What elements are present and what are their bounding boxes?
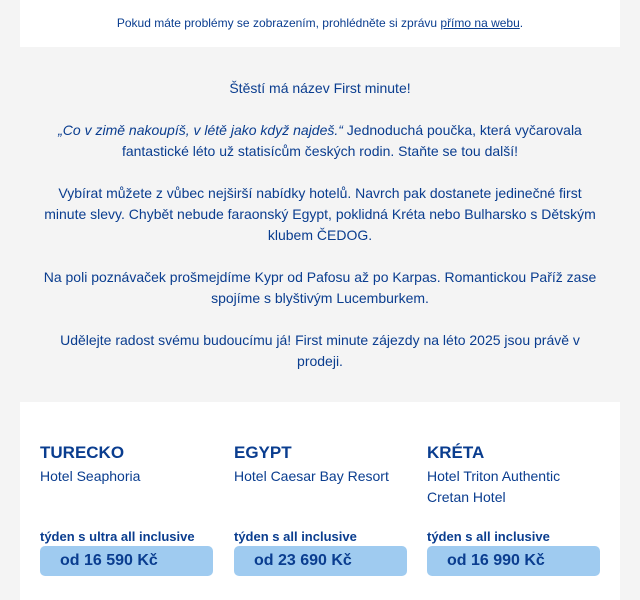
offer-card-turecko[interactable] <box>40 442 213 569</box>
web-view-text: Pokud máte problémy se zobrazením, prohlédněte si zprávu <box>116 16 441 30</box>
intro-paragraph-3: Na poli poznávaček prošmejdíme Kypr od Pafosu až po Karpas. Romantickou Paříž zase spojíme s blyštivým Lucemburkem. <box>43 269 597 306</box>
offer-board-type: týden s all inclusive <box>427 529 550 544</box>
web-view-text-end: . <box>519 16 524 30</box>
intro-paragraph-4: Udělejte radost svému budoucímu já! First minute zájezdy na léto 2025 jsou právě v prodeji. <box>60 332 580 369</box>
intro-headline: Štěstí má název First minute! <box>229 80 411 96</box>
intro-paragraph-1 <box>20 120 620 162</box>
offer-price-button[interactable]: od 16 590 Kč <box>40 546 213 576</box>
offers-section <box>20 402 620 600</box>
web-view-link[interactable]: přímo na webu <box>440 16 520 30</box>
intro-paragraph-2: Vybírat můžete z vůbec nejširší nabídky hotelů. Navrch pak dostanete jedinečné first minute slevy. Chybět nebude faraonský Egypt, poklidná Kréta nebo Bulharsko s Dětským klubem ČEDOG. <box>44 185 596 243</box>
offer-hotel-name[interactable]: Hotel Caesar Bay Resort <box>234 468 389 484</box>
offer-hotel-name[interactable]: Hotel Triton Authentic Cretan Hotel <box>427 468 561 505</box>
web-view-bar <box>20 0 620 47</box>
intro-section <box>20 47 620 402</box>
offer-card-kreta[interactable] <box>427 442 600 569</box>
intro-quote: „Co v zimě nakoupíš, v létě jako když najdeš.“ <box>58 122 343 138</box>
offer-board-type: týden s all inclusive <box>234 529 357 544</box>
offer-country[interactable]: EGYPT <box>234 443 292 462</box>
intro-paragraph-1-text: Jednoduchá poučka, která vyčarovala fantastické léto už statisícům českých rodin. Staňte se tou další! <box>121 122 582 159</box>
offer-country[interactable]: TURECKO <box>40 443 125 462</box>
offer-price-button[interactable]: od 23 690 Kč <box>234 546 407 576</box>
offer-country[interactable]: KRÉTA <box>427 443 485 462</box>
offer-price-button[interactable]: od 16 990 Kč <box>427 546 600 576</box>
offer-hotel-name[interactable]: Hotel Seaphoria <box>40 468 141 484</box>
offer-card-egypt[interactable] <box>234 442 407 569</box>
offer-board-type: týden s ultra all inclusive <box>40 529 195 544</box>
